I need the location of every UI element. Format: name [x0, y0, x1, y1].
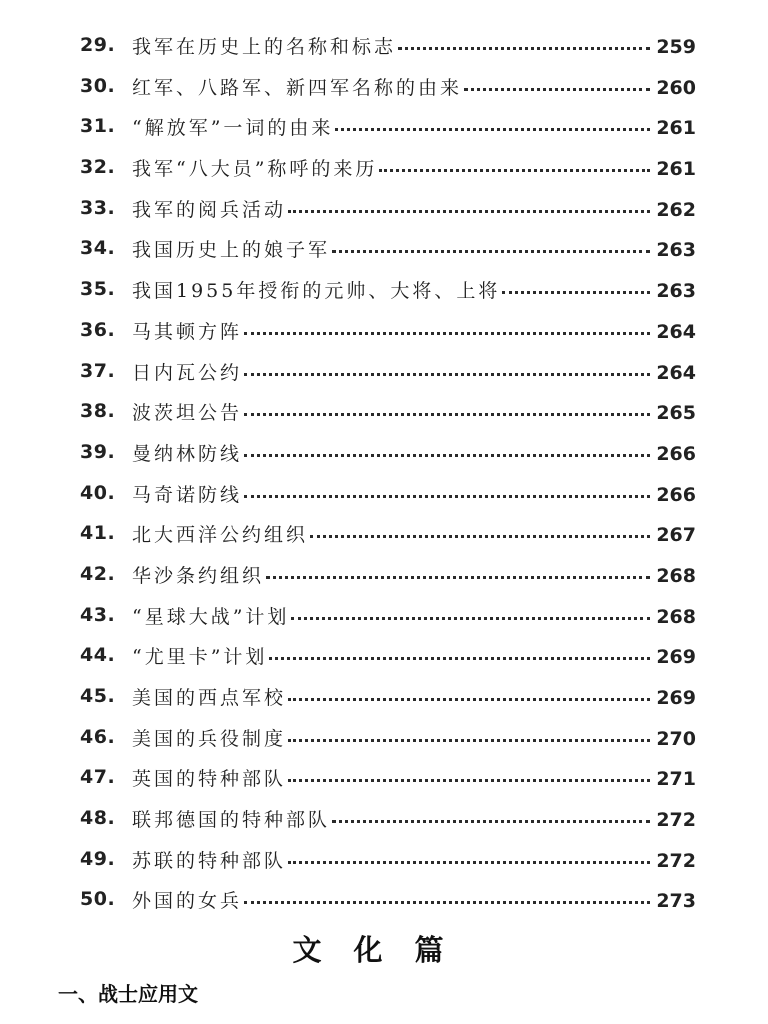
dot-leader — [335, 128, 650, 131]
toc-entry-title: 美国的兵役制度 — [132, 727, 287, 750]
toc-entry-page-number: 267 — [656, 524, 696, 547]
toc-entry-body — [132, 561, 696, 588]
toc-entry-title: 我军在历史上的名称和标志 — [132, 36, 397, 58]
toc-entry — [0, 150, 768, 191]
toc-entry-title: 英国的特种部队 — [132, 768, 287, 791]
toc-entry-body — [132, 195, 696, 222]
toc-entry-title: 苏联的特种部队 — [132, 849, 287, 872]
toc-entry-body — [132, 73, 696, 100]
toc-entry-title: 马其顿方阵 — [132, 320, 243, 343]
toc-entry-page-number: 271 — [656, 768, 696, 791]
toc-entry-title: 我国1955年授衔的元帅、大将、上将 — [132, 280, 501, 303]
toc-entry — [0, 69, 768, 110]
toc-entry-page-number: 268 — [656, 564, 696, 587]
toc-entry-body — [132, 398, 696, 425]
toc-entry — [0, 476, 768, 517]
dot-leader — [310, 535, 650, 538]
toc-entry-body — [132, 683, 696, 710]
toc-entry-number: 29. — [80, 34, 116, 56]
toc-entry-body — [132, 724, 696, 751]
toc-entry — [0, 231, 768, 272]
toc-entry-body — [132, 113, 696, 140]
toc-entry-page-number: 260 — [656, 76, 696, 99]
toc-entry-page-number: 269 — [656, 646, 696, 669]
dot-leader — [269, 657, 650, 660]
toc-entry-body — [132, 317, 696, 344]
dot-leader — [244, 454, 650, 457]
toc-entry-title: 我军“八大员”称呼的来历 — [132, 158, 378, 181]
toc-entry-page-number: 272 — [656, 849, 696, 872]
toc-entry-body — [132, 154, 696, 181]
dot-leader — [288, 210, 650, 213]
toc-entry-title: 北大西洋公约组织 — [132, 524, 309, 547]
toc-entry-title: 外国的女兵 — [132, 890, 243, 913]
toc-entry-number: 40. — [80, 481, 116, 504]
toc-entry-number: 36. — [80, 318, 116, 341]
toc-entry — [0, 801, 768, 842]
toc-entry-number: 37. — [80, 359, 116, 382]
toc-entry-body — [132, 439, 696, 466]
dot-leader — [464, 88, 650, 91]
toc-entry-page-number: 273 — [656, 890, 696, 913]
toc-entry-body — [132, 32, 696, 59]
toc-entry — [0, 28, 768, 69]
toc-entry-page-number: 261 — [656, 158, 696, 181]
toc-entry-title: 马奇诺防线 — [132, 483, 243, 506]
toc-entry-page-number: 263 — [656, 280, 696, 303]
toc-entry-number: 48. — [80, 807, 116, 830]
toc-entry — [0, 354, 768, 395]
dot-leader — [288, 779, 650, 782]
toc-entry-page-number: 264 — [656, 361, 696, 384]
toc-entry-page-number: 264 — [656, 320, 696, 343]
dot-leader — [244, 373, 650, 376]
toc-entry-number: 43. — [80, 603, 116, 626]
dot-leader — [244, 332, 650, 335]
toc-entry-page-number: 262 — [656, 198, 696, 221]
toc-entry-body — [132, 276, 696, 303]
toc-entry-body — [132, 602, 696, 629]
toc-entry-number: 33. — [80, 196, 116, 219]
toc-entry-number: 41. — [80, 522, 116, 545]
toc-entry-number: 45. — [80, 685, 116, 707]
toc-entry-title: 波茨坦公告 — [132, 402, 243, 425]
toc-entry-number: 50. — [80, 888, 116, 911]
toc-entry-number: 39. — [80, 440, 116, 463]
toc-entry — [0, 435, 768, 476]
toc-entry-number: 34. — [80, 237, 116, 260]
toc-entry-page-number: 268 — [656, 605, 696, 628]
dot-leader — [244, 413, 650, 416]
toc-entry-body — [132, 764, 696, 791]
toc-entry — [0, 882, 768, 923]
toc-entry — [0, 191, 768, 232]
toc-entry-number: 30. — [80, 74, 116, 97]
toc-entry — [0, 109, 768, 150]
toc-entry-number: 31. — [80, 115, 116, 138]
subsection-heading: 一、战士应用文 — [58, 982, 198, 1006]
toc-entry-number: 46. — [80, 725, 116, 748]
table-of-contents — [0, 28, 768, 923]
toc-entry-body — [132, 642, 696, 669]
toc-entry-page-number: 259 — [656, 36, 696, 58]
toc-entry-title: 曼纳林防线 — [132, 442, 243, 465]
toc-entry-number: 49. — [80, 847, 116, 870]
toc-entry-page-number: 270 — [656, 727, 696, 750]
toc-entry — [0, 272, 768, 313]
dot-leader — [502, 291, 650, 294]
toc-entry-number: 42. — [80, 562, 116, 585]
dot-leader — [288, 861, 650, 864]
toc-entry-page-number: 265 — [656, 402, 696, 425]
toc-entry-title: 红军、八路军、新四军名称的由来 — [132, 76, 463, 99]
toc-entry-title: 日内瓦公约 — [132, 361, 243, 384]
dot-leader — [398, 47, 650, 50]
toc-entry-body — [132, 520, 696, 547]
toc-entry-title: “解放军”一词的由来 — [132, 117, 334, 140]
dot-leader — [291, 617, 650, 620]
toc-entry-title: 我国历史上的娘子军 — [132, 239, 331, 262]
toc-entry — [0, 516, 768, 557]
toc-entry-body — [132, 480, 696, 507]
dot-leader — [332, 820, 650, 823]
toc-entry — [0, 679, 768, 720]
toc-entry-number: 38. — [80, 400, 116, 423]
toc-entry-page-number: 266 — [656, 442, 696, 465]
dot-leader — [288, 739, 650, 742]
toc-entry-title: 美国的西点军校 — [132, 687, 287, 709]
dot-leader — [379, 169, 650, 172]
dot-leader — [244, 901, 650, 904]
toc-entry-page-number: 263 — [656, 239, 696, 262]
dot-leader — [244, 495, 650, 498]
toc-entry — [0, 760, 768, 801]
toc-entry-title: 我军的阅兵活动 — [132, 198, 287, 221]
dot-leader — [266, 576, 650, 579]
toc-entry — [0, 313, 768, 354]
section-heading: 文化篇 — [292, 933, 476, 967]
toc-entry — [0, 598, 768, 639]
toc-entry-page-number: 272 — [656, 809, 696, 832]
toc-entry-title: 华沙条约组织 — [132, 564, 265, 587]
toc-entry-title: 联邦德国的特种部队 — [132, 809, 331, 832]
dot-leader — [332, 250, 650, 253]
toc-entry-number: 32. — [80, 156, 116, 179]
toc-entry-page-number: 269 — [656, 687, 696, 709]
toc-entry-body — [132, 846, 696, 873]
toc-entry-body — [132, 805, 696, 832]
toc-entry-number: 44. — [80, 644, 116, 667]
toc-entry-body — [132, 235, 696, 262]
toc-entry-body — [132, 886, 696, 913]
toc-entry-title: “尤里卡”计划 — [132, 646, 268, 669]
dot-leader — [288, 698, 650, 701]
toc-entry — [0, 720, 768, 761]
toc-entry — [0, 638, 768, 679]
toc-entry-title: “星球大战”计划 — [132, 605, 290, 628]
toc-entry-page-number: 261 — [656, 117, 696, 140]
toc-entry-page-number: 266 — [656, 483, 696, 506]
toc-entry — [0, 557, 768, 598]
toc-entry-number: 35. — [80, 278, 116, 301]
toc-entry-number: 47. — [80, 766, 116, 789]
toc-entry — [0, 394, 768, 435]
toc-entry — [0, 842, 768, 883]
toc-entry-body — [132, 358, 696, 385]
